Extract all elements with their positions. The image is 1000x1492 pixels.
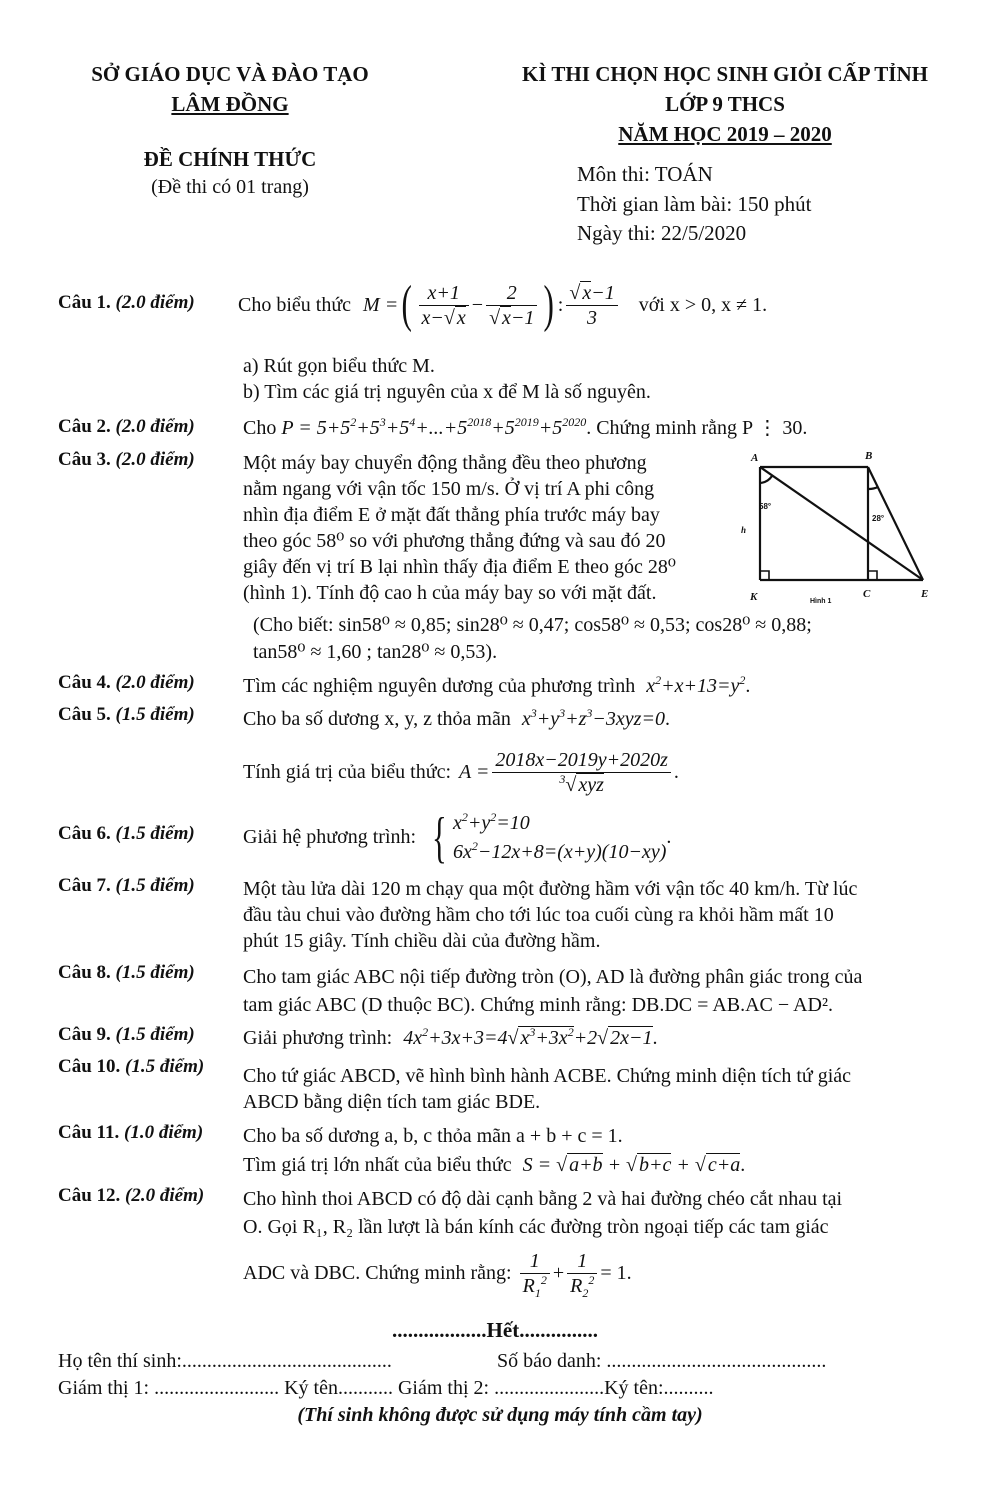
question-3-line: Một máy bay chuyển động thẳng đều theo phương bbox=[243, 452, 647, 474]
question-3-line: theo góc 58⁰ so với phương thẳng đứng và sau đó 20 bbox=[243, 530, 666, 552]
question-12-line-1: Cho hình thoi ABCD có độ dài cạnh bằng 2 và hai đường chéo cắt nhau tại bbox=[243, 1188, 843, 1210]
official-label: ĐỀ CHÍNH THỨC bbox=[143, 147, 317, 171]
question-8-label: Câu 8. (1.5 điểm) bbox=[58, 962, 195, 983]
candidate-name-line: Họ tên thí sinh:.......................................... bbox=[58, 1350, 392, 1372]
angle-arc-a bbox=[760, 476, 772, 483]
question-9-text: Giải phương trình: $4x^2+3x+3=4√$ $x^3+3x^2+2√$ 2x−1. bbox=[243, 1025, 658, 1049]
question-7-line: Một tàu lửa dài 120 m chạy qua một đường hầm với vận tốc 40 km/h. Từ lúc bbox=[243, 878, 858, 900]
question-4-label: Câu 4. (2.0 điểm) bbox=[58, 672, 195, 693]
label-a: A bbox=[751, 452, 759, 464]
question-7-line: phút 15 giây. Tính chiều dài của đường hầm. bbox=[243, 930, 601, 952]
question-5-text: Cho ba số dương x, y, z thỏa mãn $x^3+y^3+z^3-3xyz=0$. bbox=[243, 706, 670, 730]
question-2-text: Cho $P = 5+5^2+5^3+5^4+...+5^{2018}+5^{2019}+5^{2020}$. Chứng minh rằng P ⋮ 30. bbox=[243, 415, 808, 439]
subject: Môn thi: TOÁN bbox=[577, 162, 713, 186]
angle-label-a: 58° bbox=[759, 502, 772, 511]
question-10-line-1: Cho tứ giác ABCD, vẽ hình bình hành ACBE. Chứng minh diện tích tứ giác bbox=[243, 1065, 852, 1087]
question-12-line-2: O. Gọi R₁, R₂ lần lượt là bán kính các đường tròn ngoại tiếp các tam giác bbox=[243, 1216, 829, 1238]
question-6-system: Giải hệ phương trình: { $x^2+y^2=10$ $6x^2-12x+8=(x+y)(10-xy)$ . bbox=[243, 806, 672, 869]
label-b: B bbox=[865, 450, 873, 462]
figure-caption: Hình 1 bbox=[810, 598, 832, 605]
exam-date: Ngày thi: 22/5/2020 bbox=[577, 221, 747, 245]
question-3-label: Câu 3. (2.0 điểm) bbox=[58, 449, 195, 470]
question-3-given-1: (Cho biết: sin58⁰ ≈ 0,85; sin28⁰ ≈ 0,47; cos58⁰ ≈ 0,53; cos28⁰ ≈ 0,88; bbox=[253, 614, 812, 636]
question-1-label: Câu 1. (2.0 điểm) bbox=[58, 292, 195, 313]
exam-title: KÌ THI CHỌN HỌC SINH GIỎI CẤP TỈNH bbox=[522, 62, 928, 86]
label-e: E bbox=[921, 588, 929, 600]
pages-note: (Đề thi có 01 trang) bbox=[151, 176, 309, 198]
exam-grade: LỚP 9 THCS bbox=[665, 92, 785, 116]
right-angle-c bbox=[868, 571, 877, 580]
question-8-line-1: Cho tam giác ABC nội tiếp đường tròn (O), AD là đường phân giác trong của bbox=[243, 966, 863, 988]
calculator-note: (Thí sinh không được sử dụng máy tính cầm tay) bbox=[297, 1404, 703, 1426]
question-11-line-2: Tìm giá trị lớn nhất của biểu thức S = √ a+b + √ b+c + √ c+a. bbox=[243, 1154, 746, 1176]
department-name: SỞ GIÁO DỤC VÀ ĐÀO TẠO bbox=[91, 62, 369, 86]
question-3-line: nằm ngang với vận tốc 150 m/s. Ở vị trí A phi công bbox=[243, 478, 655, 500]
angle-arc-b bbox=[868, 487, 878, 489]
right-angle-k bbox=[760, 571, 769, 580]
province-name: LÂM ĐỒNG bbox=[171, 92, 289, 116]
duration: Thời gian làm bài: 150 phút bbox=[577, 192, 812, 216]
segment-ae bbox=[760, 467, 923, 580]
question-3-line: (hình 1). Tính độ cao h của máy bay so với mặt đất. bbox=[243, 582, 657, 604]
question-10-line-2: ABCD bằng diện tích tam giác BDE. bbox=[243, 1091, 541, 1113]
question-7-line: đầu tàu chui vào đường hầm cho tới lúc toa cuối cùng ra khỏi hầm mất 10 bbox=[243, 904, 834, 926]
label-c: C bbox=[863, 588, 871, 600]
label-h: h bbox=[741, 525, 747, 535]
question-12-line-3: ADC và DBC. Chứng minh rằng: $\frac{1}{R_1^2}$ + $\frac{1}{R_2^2}$ = 1. bbox=[243, 1249, 632, 1300]
question-4-text: Tìm các nghiệm nguyên dương của phương trình $x^2+x+13=y^2$. bbox=[243, 673, 751, 697]
proctor-line: Giám thị 1: ......................... Ký tên........... Giám thị 2: ......................Ký tên:.......... bbox=[58, 1377, 714, 1399]
question-7-label: Câu 7. (1.5 điểm) bbox=[58, 875, 195, 896]
question-12-label: Câu 12. (2.0 điểm) bbox=[58, 1185, 205, 1206]
question-10-label: Câu 10. (1.5 điểm) bbox=[58, 1056, 205, 1077]
question-3-line: giây đến vị trí B lại nhìn thấy địa điểm E theo góc 28⁰ bbox=[243, 556, 676, 578]
segment-be bbox=[868, 467, 923, 580]
question-5-expression: Tính giá trị của biểu thức: A = $\frac{2018x-2019y+2020z}{^3√ xyz}$ . bbox=[243, 748, 679, 796]
question-11-label: Câu 11. (1.0 điểm) bbox=[58, 1122, 204, 1143]
angle-label-b: 28° bbox=[872, 514, 885, 523]
question-3-given-2: tan58⁰ ≈ 1,60 ; tan28⁰ ≈ 0,53). bbox=[253, 641, 498, 663]
candidate-number-line: Số báo danh: ............................................ bbox=[497, 1350, 827, 1372]
question-1-part-a: a) Rút gọn biểu thức M. bbox=[243, 355, 435, 377]
end-marker: ..................Hết............... bbox=[392, 1318, 598, 1342]
school-year: NĂM HỌC 2019 – 2020 bbox=[618, 122, 832, 146]
question-5-label: Câu 5. (1.5 điểm) bbox=[58, 704, 195, 725]
question-1-expression: Cho biểu thức M = ( $\frac{x+1}{x-√ x}$ − $\frac{2}{√ x-1}$ ) : $\frac{√ x-1}{3}$ với x > 0, x ≠ 1. bbox=[238, 276, 768, 333]
question-3-line: nhìn địa điểm E ở mặt đất thẳng phía trước máy bay bbox=[243, 504, 660, 526]
question-8-line-2: tam giác ABC (D thuộc BC). Chứng minh rằng: DB.DC = AB.AC − AD². bbox=[243, 994, 833, 1016]
question-6-label: Câu 6. (1.5 điểm) bbox=[58, 823, 195, 844]
question-2-label: Câu 2. (2.0 điểm) bbox=[58, 416, 195, 437]
question-9-label: Câu 9. (1.5 điểm) bbox=[58, 1024, 195, 1045]
question-1-part-b: b) Tìm các giá trị nguyên của x để M là số nguyên. bbox=[243, 381, 651, 403]
question-11-line-1: Cho ba số dương a, b, c thỏa mãn a + b + c = 1. bbox=[243, 1125, 623, 1147]
label-k: K bbox=[750, 591, 758, 603]
figure-1 bbox=[735, 445, 940, 610]
